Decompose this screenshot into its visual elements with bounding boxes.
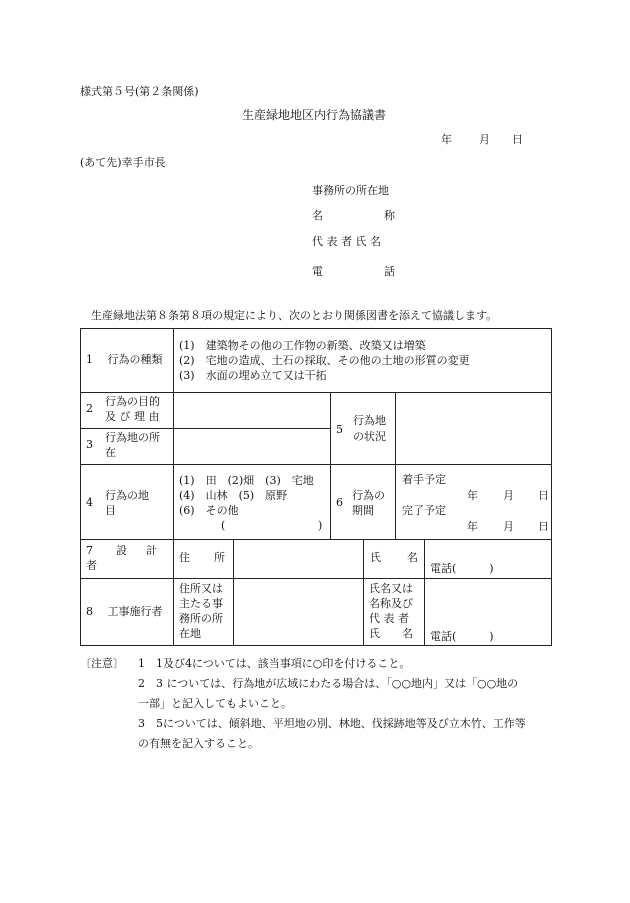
form-number: 様式第５号(第２条関係) [80,85,199,98]
row8-address-line2: 主たる事 [179,597,223,610]
row1-option-3: (3) 水面の埋め立て又は干拓 [179,369,327,382]
row1-label: 1 行為の種類 [86,353,163,366]
row5-label-line1: 行為地 [353,414,386,427]
row1-option-2: (2) 宅地の造成、土石の採取、その他の土地の形質の変更 [179,354,470,367]
row8-name-line1: 氏名又は [369,582,413,595]
date-day: 日 [512,133,523,146]
note-2-cont: 一部」と記入してもよいこと。 [138,697,292,710]
rule-label-col [173,328,174,646]
row8-address-line1: 住所又は [179,582,223,595]
row6-end-day: 日 [538,520,549,533]
row6-end-year: 年 [467,520,478,533]
consultation-table [80,328,552,646]
row7-name-a: 氏 [370,551,381,564]
row7-phone: 電話( ) [430,562,494,575]
row6-end-month: 月 [503,520,514,533]
row7-label-c: 者 [86,559,97,572]
row7-label-a: 設 [116,544,127,557]
rule-name-label-col [363,539,364,646]
row5-label-line2: の状況 [353,430,386,443]
row5-num: 5 [336,423,343,436]
row2-label-line2: 及 び 理 由 [105,410,160,423]
row8-phone: 電話( ) [430,630,494,643]
rule-right-label-col [395,392,396,539]
row3-num: 3 [86,438,93,451]
applicant-phone-b: 話 [384,265,395,278]
row3-label-line2: 在 [105,446,116,459]
applicant-office-address: 事務所の所在地 [312,184,389,197]
intro-text: 生産緑地法第８条第８項の規定により、次のとおり関係図書を添えて協議します。 [91,309,498,322]
applicant-phone-a: 電 [312,265,323,278]
rule-row4-bottom [80,539,552,540]
row4-land-3: (6) その他 [179,504,239,517]
rule-address-label-col [233,539,234,646]
row1-option-1: (1) 建築物その他の工作物の新築、改築又は増築 [179,339,426,352]
row8-name-line4: 氏 名 [369,627,413,640]
row6-start-day: 日 [538,489,549,502]
row7-num: 7 [86,544,93,557]
notes-heading: 〔注意〕 [80,657,124,670]
table-border-top [80,328,552,329]
rule-row7-bottom [80,578,552,579]
row8-name-line2: 名称及び [369,597,413,610]
applicant-representative: 代 表 者 氏 名 [312,235,381,248]
row2-num: 2 [86,402,93,415]
row4-label-line1: 行為の地 [105,489,149,502]
row4-land-1: (1) 田 (2)畑 (3) 宅地 [179,474,314,487]
row4-paren-open: ( [221,519,226,532]
row6-start-label: 着手予定 [402,473,446,486]
row3-label-line1: 行為地の所 [105,431,160,444]
row4-num: 4 [86,496,93,509]
note-2: 2 3 については、行為地が広域にわたる場合は、「○○地内」又は「○○地の [138,677,519,690]
row2-label-line1: 行為の目的 [105,395,160,408]
date-month: 月 [479,133,490,146]
row6-label-line2: 期間 [352,504,374,517]
applicant-name-a: 名 [312,209,323,222]
row8-address-line3: 務所の所 [179,612,223,625]
row6-start-month: 月 [503,489,514,502]
table-border-bottom [80,645,552,646]
note-3-cont: の有無を記入すること。 [138,737,259,750]
applicant-name-b: 称 [384,209,395,222]
note-3: 3 5については、傾斜地、平坦地の別、林地、伐採跡地等及び立木竹、工作等 [138,717,526,730]
note-1: 1 1及び4については、該当事項に○印を付けること。 [138,657,411,670]
rule-phone-col [424,539,425,646]
rule-row3-bottom [80,464,552,465]
row4-land-2: (4) 山林 (5) 原野 [179,489,288,502]
row4-label-line2: 目 [105,504,116,517]
document-title: 生産緑地地区内行為協議書 [242,108,387,122]
row6-label-line1: 行為の [352,489,385,502]
row6-num: 6 [336,496,343,509]
row7-address-a: 住 [179,551,190,564]
row8-name-line3: 代 表 者 [369,612,409,625]
rule-row1-bottom [80,392,552,393]
table-border-right [551,328,552,646]
addressee: (あて先)幸手市長 [80,156,166,169]
row7-address-b: 所 [214,551,225,564]
row8-address-line4: 在地 [179,627,201,640]
table-border-left [80,328,81,646]
date-year: 年 [441,133,452,146]
row6-end-label: 完了予定 [402,504,446,517]
row6-start-year: 年 [467,489,478,502]
rule-row2-bottom [80,428,330,429]
row8-label: 8 工事施行者 [86,605,163,618]
row4-paren-close: ) [318,519,323,532]
row7-name-b: 名 [407,551,418,564]
rule-mid-col [330,392,331,539]
row7-label-b: 計 [146,544,157,557]
